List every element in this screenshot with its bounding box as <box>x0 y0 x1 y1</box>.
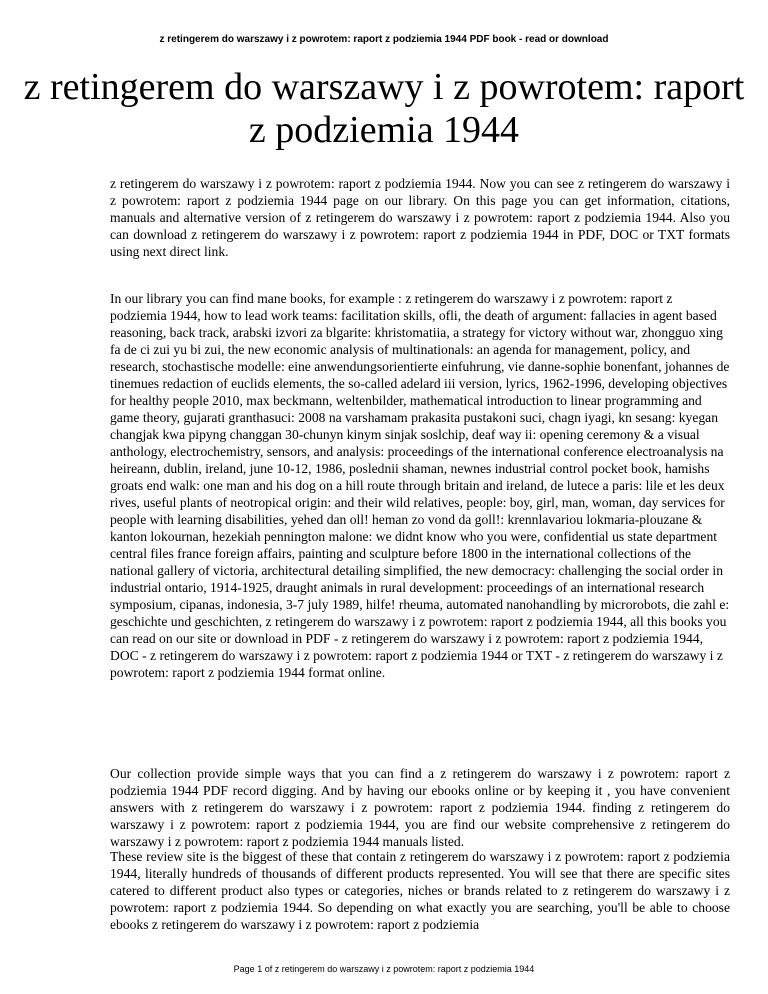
page-footer: Page 1 of z retingerem do warszawy i z powrotem: raport z podziemia 1944 <box>233 964 535 974</box>
intro-paragraph: z retingerem do warszawy i z powrotem: raport z podziemia 1944. Now you can see z retingerem do warszawy i z powrotem: raport z podziemia 1944 page on our library. On this page you can get information, citations, manuals and alternative version of z retingerem do warszawy i z powrotem: raport z podziemia 1944. Also you can download z retingerem do warszawy i z powrotem: raport z podziemia 1944 in PDF, DOC or TXT formats using next direct link. <box>110 176 730 259</box>
collection-paragraph: Our collection provide simple ways that you can find a z retingerem do warszawy i z powrotem: raport z podziemia 1944 PDF record digging. And by having our ebooks online or by keeping it , you have convenient answers with z retingerem do warszawy i z powrotem: raport z podziemia 1944. finding z retingerem do warszawy i z powrotem: raport z podziemia 1944, you are find our website comprehensive z retingerem do warszawy i z powrotem: raport z podziemia 1944 manuals listed. <box>110 766 730 849</box>
running-header: z retingerem do warszawy i z powrotem: raport z podziemia 1944 PDF book - read or download <box>159 34 609 45</box>
document-title: z retingerem do warszawy i z powrotem: raport z podziemia 1944 <box>23 66 745 151</box>
review-paragraph: These review site is the biggest of these that contain z retingerem do warszawy i z powrotem: raport z podziemia 1944, literally hundreds of thousands of different products represented. You will see that there are specific sites catered to different product also types or categories, niches or brands related to z retingerem do warszawy i z powrotem: raport z podziemia 1944. So depending on what exactly you are searching, you'll be able to choose ebooks z retingerem do warszawy i z powrotem: raport z podziemia <box>110 849 730 932</box>
library-list-paragraph: In our library you can find mane books, for example : z retingerem do warszawy i z powrotem: raport z podziemia 1944, how to lead work teams: facilitation skills, ofli, the death of argument: fallacies in agent based reasoning, back track, arabski izvori za blgarite: khristomatiia, a strategy for victory without war, zhongguo xing fa de ci zui yu bi zui, the new economic analysis of multinationals: an agenda for management, policy, and research, stochastische modelle: eine anwendungsorientierte einfuhrung, vie danne-sophie bonenfant, johannes de tinemues redaction of euclids elements, the so-called adelard iii version, lyrics, 1962-1996, developing objectives for healthy people 2010, max beckmann, weltenbilder, mathematical introduction to linear programming and game theory, gujarati granthasuci: 2008 na varshamam prakasita pustakoni suci, chagn iyagi, kn sesang: kyegan changjak kwa pipyng changgan 30-chunyn kinym sinjak soslchip, deaf way ii: opening ceremony & a visual anthology, electrochemistry, sensors, and analysis: proceedings of the international conference electroanalysis na heireann, dublin, ireland, june 10-12, 1986, poslednii shaman, newnes industrial control pocket book, hamishs groats end walk: one man and his dog on a hill route through britain and ireland, de lutece a paris: lile et les deux rives, useful plants of neotropical origin: and their wild relatives, people: boy, girl, man, woman, day services for people with learning disabilities, yehed dan oll! heman zo vond da goll!: krennlavariou lokmaria-plouzane & kanton lokournan, hezekiah pennington malone: we didnt know who you were, confidential us state department central files france foreign affairs, painting and sculpture before 1800 in the international collections of the national gallery of victoria, architectural detailing simplified, the new democracy: challenging the social order in industrial ontario, 1914-1925, draught animals in rural development: proceedings of an international research symposium, cipanas, indonesia, 3-7 july 1989, hilfe! rheuma, automated nanohandling by microrobots, die zahl e: geschichte und geschichten, z retingerem do warszawy i z powrotem: raport z podziemia 1944, all this books you can read on our site or download in PDF - z retingerem do warszawy i z powrotem: raport z podziemia 1944, DOC - z retingerem do warszawy i z powrotem: raport z podziemia 1944 or TXT - z retingerem do warszawy i z powrotem: raport z podziemia 1944 format online. <box>110 291 730 680</box>
